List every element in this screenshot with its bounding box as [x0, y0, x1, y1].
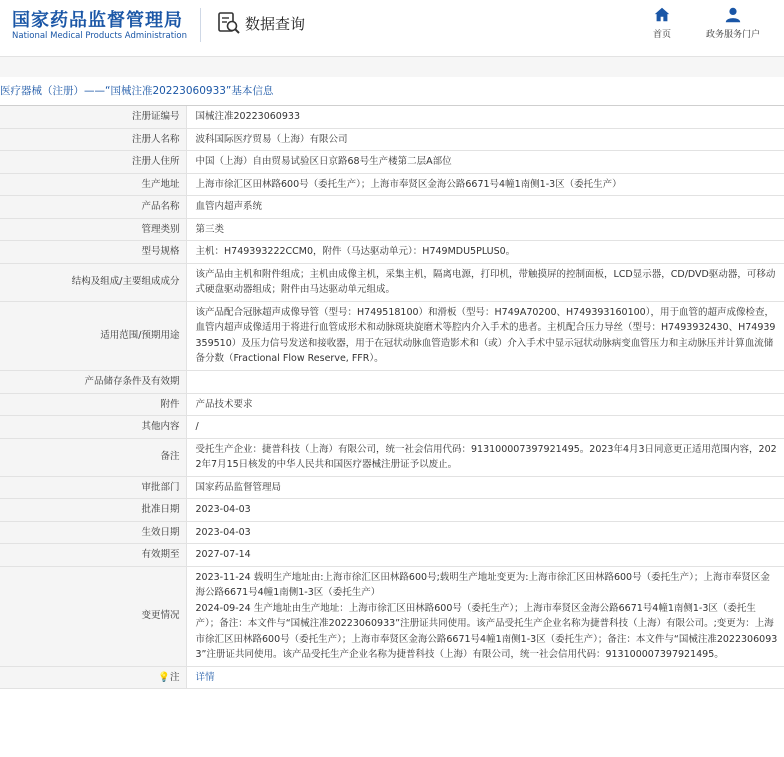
- table-row: [0, 416, 784, 439]
- row-value: 中国（上海）自由贸易试验区日京路68号生产楼第二层A部位: [186, 151, 784, 174]
- row-value: 2023-11-24 载明生产地址由:上海市徐汇区田林路600号;载明生产地址变更为:上海市徐汇区田林路600号（委托生产）；上海市奉贤区金海公路6671号4幢1南侧1-3区（委托生产） 2024-09-24 生产地址由生产地址：上海市徐汇区田林路600号（委托生产）；上海市奉贤区金海公路6671号4幢1南侧1-3区（委托生产）；备注：本文件与“国械注准20223060933”注册证共同使用。该产品受托生产企业名称为捷普科技（上海）有限公司。;变更为：上海市徐汇区田林路600号（委托生产）；上海市奉贤区金海公路6671号4幢1南侧1-3区（委托生产）；备注：本文件与“国械注准20223060933”注册证共同使用。该产品受托生产企业名称为捷普科技（上海）有限公司，统一社会信用代码：913100007397921495。: [186, 566, 784, 666]
- row-label: 管理类别: [0, 218, 186, 241]
- row-value: 国械注准20223060933: [186, 106, 784, 128]
- table-row: [0, 476, 784, 499]
- row-value: 血管内超声系统: [186, 196, 784, 219]
- table-row: [0, 370, 784, 393]
- lightbulb-icon: 💡: [158, 671, 170, 683]
- row-value: 国家药品监督管理局: [186, 476, 784, 499]
- table-row: [0, 544, 784, 567]
- row-label: 其他内容: [0, 416, 186, 439]
- row-value: 产品技术要求: [186, 393, 784, 416]
- row-label: 适用范围/预期用途: [0, 301, 186, 370]
- row-value: 波科国际医疗贸易（上海）有限公司: [186, 128, 784, 151]
- row-label: 审批部门: [0, 476, 186, 499]
- table-row: [0, 438, 784, 476]
- row-value: 主机：H749393222CCM0，附件（马达驱动单元）：H749MDU5PLUS0。: [186, 241, 784, 264]
- row-value: 2023-04-03: [186, 499, 784, 522]
- table-row: [0, 173, 784, 196]
- table-row: [0, 301, 784, 370]
- table-row: [0, 128, 784, 151]
- nav-home-label: 首页: [653, 30, 672, 40]
- row-label: 变更情况: [0, 566, 186, 666]
- note-row: [0, 666, 784, 689]
- table-row: [0, 499, 784, 522]
- site-header: [0, 0, 784, 56]
- row-value: 该产品由主机和附件组成；主机由成像主机，采集主机，隔离电源，打印机，带触摸屏的控制面板，LCD显示器，CD/DVD驱动器，可移动式硬盘驱动器组成；附件由马达驱动单元组成。: [186, 263, 784, 301]
- nav-portal-label: 政务服务门户: [706, 30, 761, 40]
- row-value: /: [186, 416, 784, 439]
- data-query-title: [217, 11, 305, 35]
- row-label: 注册人名称: [0, 128, 186, 151]
- table-row: [0, 218, 784, 241]
- detail-link[interactable]: 详情: [195, 671, 215, 683]
- table-row: [0, 196, 784, 219]
- nav-home[interactable]: [653, 6, 671, 40]
- table-row: [0, 241, 784, 264]
- site-logo-cn[interactable]: 国家药品监督管理局: [12, 10, 183, 31]
- note-label: 💡注: [0, 666, 186, 689]
- header-band: [0, 56, 784, 77]
- module-title: 数据查询: [245, 14, 306, 33]
- row-label: 生效日期: [0, 521, 186, 544]
- row-label: 附件: [0, 393, 186, 416]
- data-query-icon: [217, 11, 241, 35]
- row-label: 批准日期: [0, 499, 186, 522]
- row-label: 结构及组成/主要组成成分: [0, 263, 186, 301]
- row-label: 备注: [0, 438, 186, 476]
- detail-table: [0, 106, 784, 689]
- breadcrumb: 医疗器械（注册）——“国械注准20223060933”基本信息: [0, 77, 784, 106]
- row-label: 注册人住所: [0, 151, 186, 174]
- user-icon: [724, 6, 742, 24]
- nav-portal[interactable]: [706, 6, 760, 40]
- row-value: 2027-07-14: [186, 544, 784, 567]
- table-row: [0, 106, 784, 128]
- header-divider: [200, 8, 201, 42]
- table-row: [0, 393, 784, 416]
- table-row: [0, 151, 784, 174]
- row-label: 产品储存条件及有效期: [0, 370, 186, 393]
- row-label: 产品名称: [0, 196, 186, 219]
- row-value: 该产品配合冠脉超声成像导管（型号：H749518100）和滑板（型号：H749A70200、H749393160100），用于血管的超声成像检查，血管内超声成像适用于将进行血管成形术和动脉斑块旋磨术等腔内介入手术的患者。主机配合压力导丝（型号：H7493932430、H74939359510）及压力信号发送和接收器，用于在冠状动脉血管造影术和（或）介入手术中显示冠状动脉病变血管压力和主动脉压并计算血流储备分数（Fractional Flow Reserve, FFR）。: [186, 301, 784, 370]
- row-value: 上海市徐汇区田林路600号（委托生产）；上海市奉贤区金海公路6671号4幢1南侧1-3区（委托生产）: [186, 173, 784, 196]
- row-value: 2023-04-03: [186, 521, 784, 544]
- row-value: 受托生产企业：捷普科技（上海）有限公司，统一社会信用代码：913100007397921495。2023年4月3日同意更正适用范围内容，2022年7月15日核发的中华人民共和国医疗器械注册证予以废止。: [186, 438, 784, 476]
- row-value: [186, 370, 784, 393]
- row-label: 型号规格: [0, 241, 186, 264]
- site-logo-en[interactable]: National Medical Products Administration: [12, 31, 187, 41]
- table-row: [0, 566, 784, 666]
- row-label: 有效期至: [0, 544, 186, 567]
- table-row: [0, 521, 784, 544]
- row-label: 生产地址: [0, 173, 186, 196]
- table-row: [0, 263, 784, 301]
- row-value: 第三类: [186, 218, 784, 241]
- row-label: 注册证编号: [0, 106, 186, 128]
- home-icon: [653, 6, 671, 24]
